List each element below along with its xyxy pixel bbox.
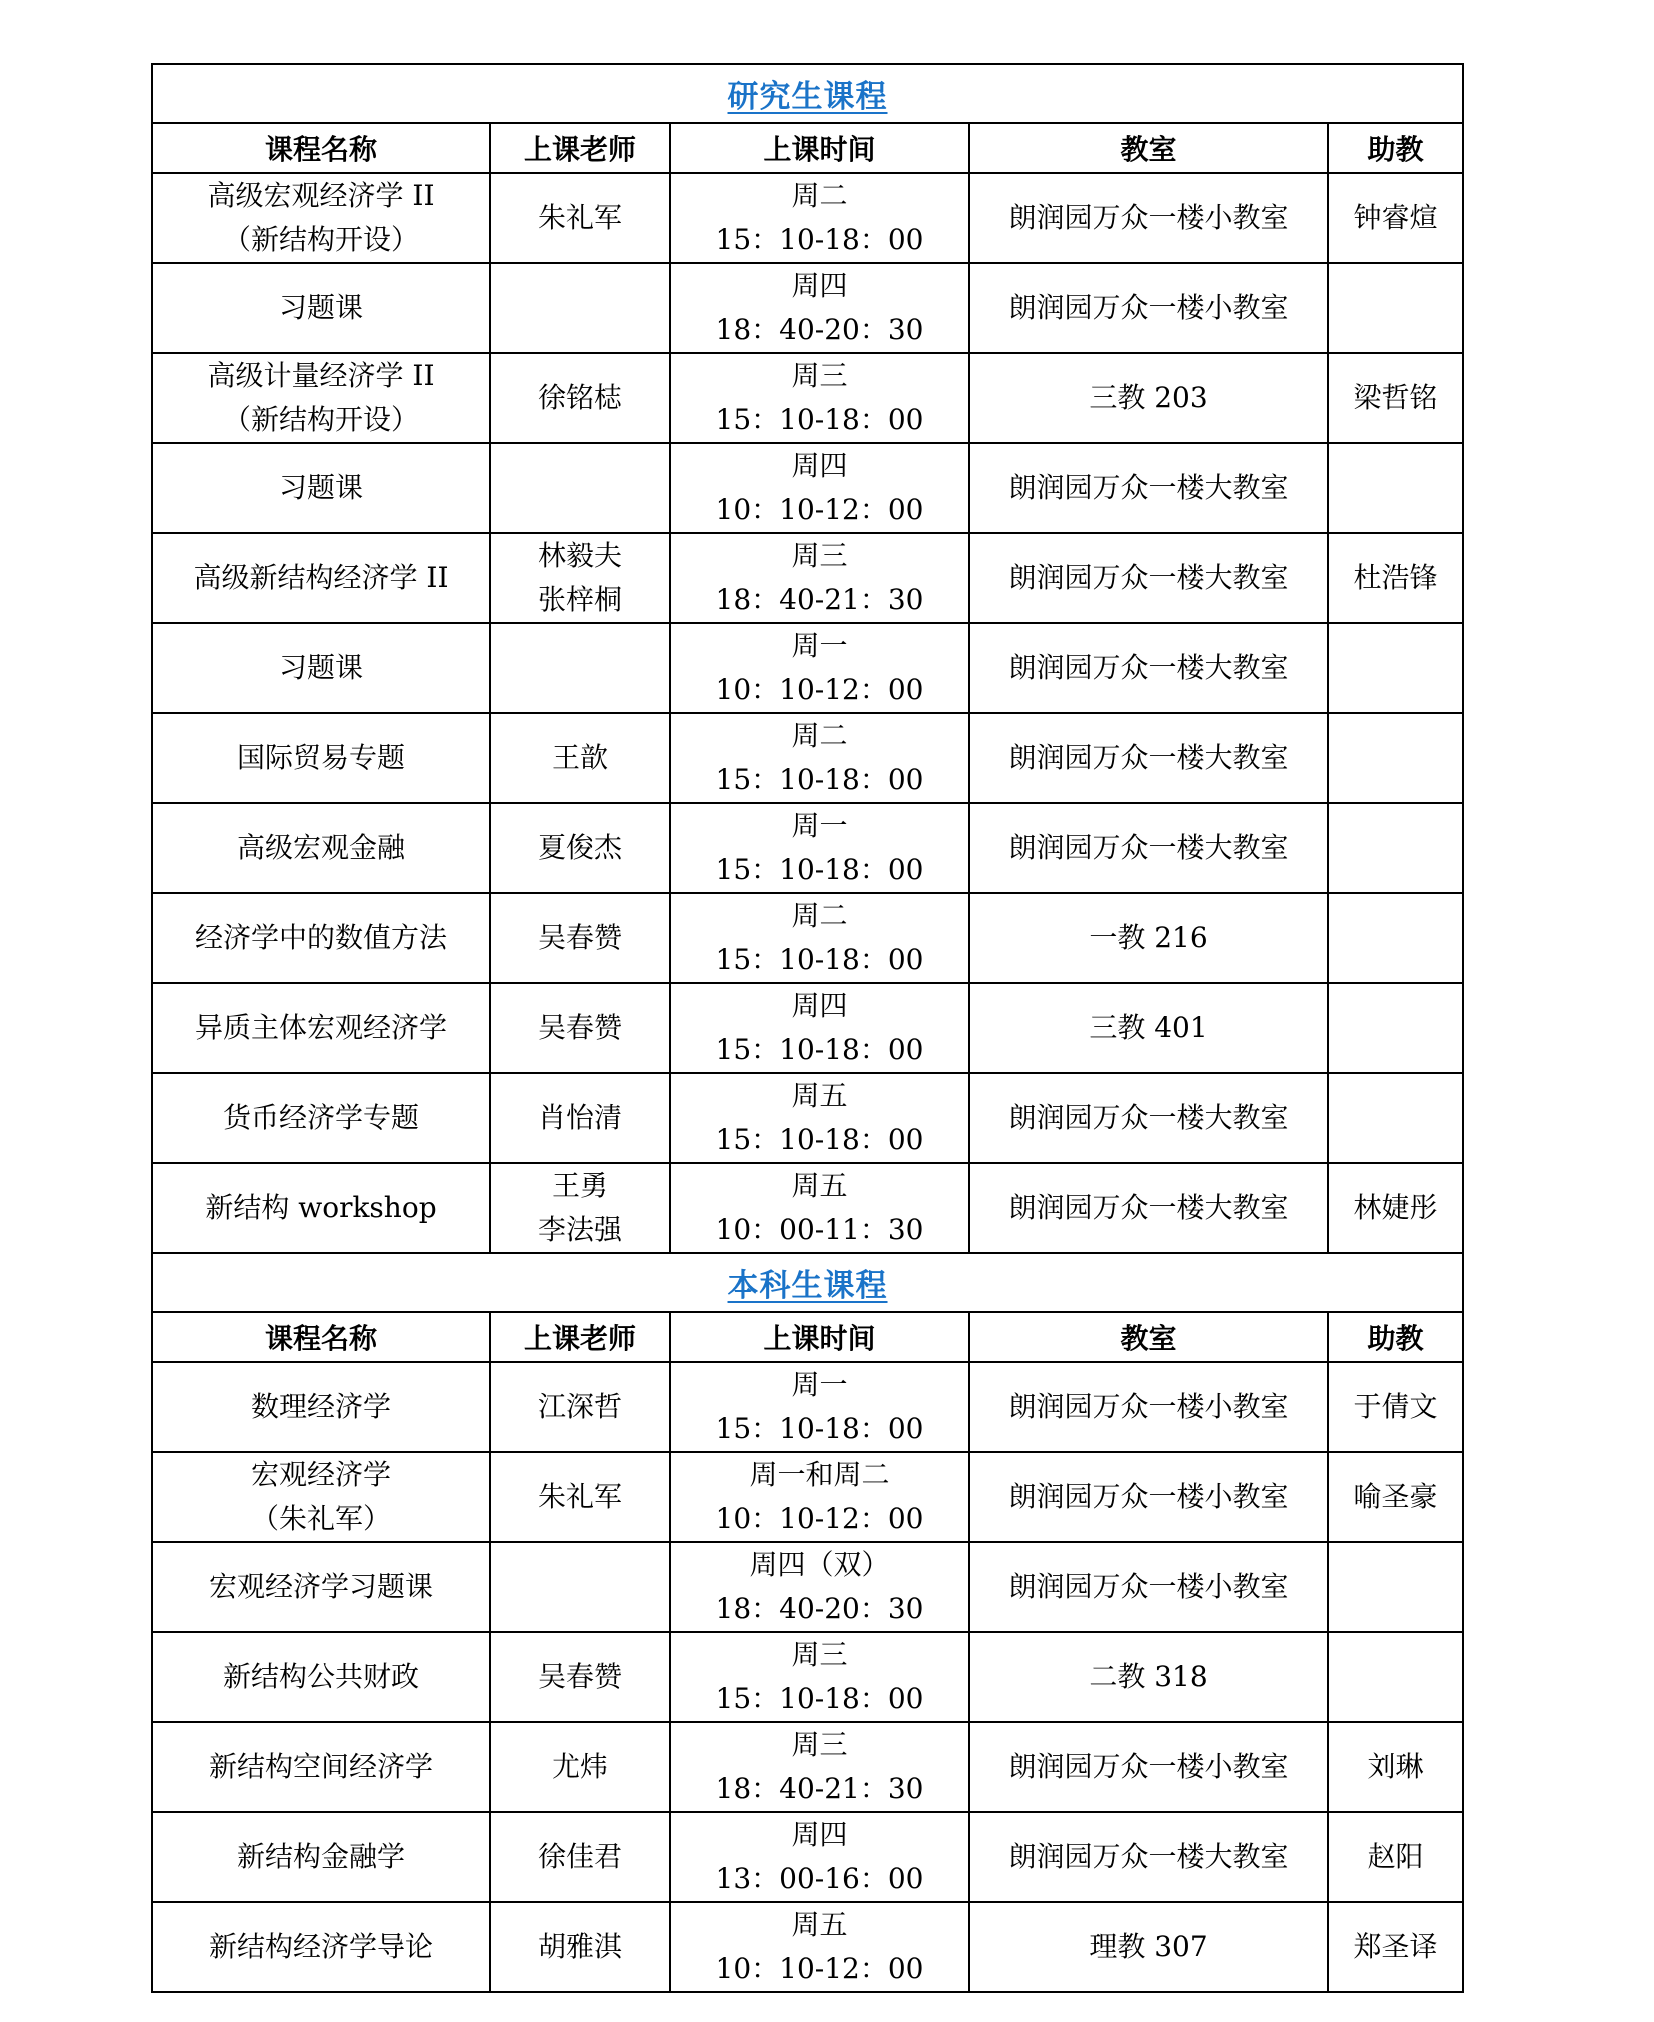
class-time-cell — [670, 1542, 969, 1632]
cell-text: 周三 — [791, 359, 848, 392]
section-title: 本科生课程 — [727, 1268, 888, 1304]
header-class-time: 上课时间 — [670, 123, 969, 173]
section-title-row — [152, 64, 1463, 123]
cell-text: 三教 401 — [1089, 1011, 1208, 1044]
course-name-cell — [152, 1163, 490, 1253]
cell-text: 经济学中的数值方法 — [194, 921, 447, 954]
cell-text: 10：10-12：00 — [715, 1502, 924, 1535]
class-time-cell — [670, 803, 969, 893]
ta-cell — [1328, 173, 1463, 263]
cell-text: 朗润园万众一楼大教室 — [1008, 561, 1289, 594]
cell-text: 15：10-18：00 — [715, 1682, 924, 1715]
cell-text: 林婕彤 — [1353, 1191, 1438, 1224]
cell-text: 朗润园万众一楼大教室 — [1008, 471, 1289, 504]
cell-text: 朗润园万众一楼大教室 — [1008, 1191, 1289, 1224]
teacher-cell — [490, 983, 670, 1073]
table-row — [152, 1632, 1463, 1722]
teacher-cell — [490, 1362, 670, 1452]
cell-text: 高级宏观金融 — [236, 831, 405, 864]
cell-text: 15：10-18：00 — [715, 853, 924, 886]
cell-text: 江深哲 — [537, 1390, 622, 1423]
cell-text: 周四 — [791, 989, 848, 1022]
table-row — [152, 1902, 1463, 1992]
header-course-name: 课程名称 — [152, 123, 490, 173]
ta-cell — [1328, 533, 1463, 623]
table-row — [152, 1542, 1463, 1632]
cell-text: （新结构开设） — [222, 403, 419, 436]
cell-text: （新结构开设） — [222, 223, 419, 256]
ta-cell — [1328, 1452, 1463, 1542]
table-row — [152, 1362, 1463, 1452]
teacher-cell — [490, 803, 670, 893]
course-name-cell — [152, 533, 490, 623]
ta-cell — [1328, 1722, 1463, 1812]
table-row — [152, 533, 1463, 623]
ta-cell — [1328, 713, 1463, 803]
teacher-cell — [490, 173, 670, 263]
cell-text: 夏俊杰 — [537, 831, 622, 864]
ta-cell — [1328, 1073, 1463, 1163]
cell-text: 异质主体宏观经济学 — [194, 1011, 447, 1044]
classroom-cell — [969, 1632, 1328, 1722]
cell-text: 15：10-18：00 — [715, 403, 924, 436]
class-time-cell — [670, 893, 969, 983]
cell-text: 朱礼军 — [537, 201, 622, 234]
cell-text: 周四 — [791, 449, 848, 482]
teacher-cell — [490, 1812, 670, 1902]
cell-text: 18：40-20：30 — [715, 1592, 924, 1625]
cell-text: 新结构 workshop — [205, 1191, 437, 1224]
classroom-cell — [969, 1452, 1328, 1542]
cell-text: 杜浩锋 — [1353, 561, 1438, 594]
cell-text: 周一 — [791, 1368, 848, 1401]
ta-cell — [1328, 893, 1463, 983]
table-row — [152, 1163, 1463, 1253]
cell-text: 国际贸易专题 — [236, 741, 405, 774]
schedule-body — [152, 64, 1463, 1992]
cell-text: 于倩文 — [1353, 1390, 1438, 1423]
class-time-cell — [670, 173, 969, 263]
cell-text: 王勇 — [551, 1169, 608, 1202]
cell-text: 15：10-18：00 — [715, 1033, 924, 1066]
cell-text: 朗润园万众一楼小教室 — [1008, 1570, 1289, 1603]
class-time-cell — [670, 533, 969, 623]
class-time-cell — [670, 1722, 969, 1812]
cell-text: 宏观经济学习题课 — [208, 1570, 433, 1603]
ta-cell — [1328, 353, 1463, 443]
cell-text: 朗润园万众一楼小教室 — [1008, 1750, 1289, 1783]
table-row — [152, 1812, 1463, 1902]
cell-text: 宏观经济学 — [250, 1458, 391, 1491]
classroom-cell — [969, 263, 1328, 353]
teacher-cell — [490, 623, 670, 713]
cell-text: 三教 203 — [1089, 381, 1208, 414]
teacher-cell — [490, 1452, 670, 1542]
cell-text: 周一 — [791, 809, 848, 842]
class-time-cell — [670, 353, 969, 443]
cell-text: 货币经济学专题 — [222, 1101, 419, 1134]
course-name-cell — [152, 173, 490, 263]
cell-text: 周二 — [791, 719, 848, 752]
cell-text: （朱礼军） — [250, 1502, 391, 1535]
classroom-cell — [969, 533, 1328, 623]
column-header-row — [152, 1312, 1463, 1362]
cell-text: 周二 — [791, 899, 848, 932]
teacher-cell — [490, 1163, 670, 1253]
ta-cell — [1328, 1812, 1463, 1902]
course-name-cell — [152, 353, 490, 443]
cell-text: 15：10-18：00 — [715, 1412, 924, 1445]
cell-text: 朗润园万众一楼大教室 — [1008, 741, 1289, 774]
header-teacher: 上课老师 — [490, 123, 670, 173]
header-course-name: 课程名称 — [152, 1312, 490, 1362]
cell-text: 10：10-12：00 — [715, 493, 924, 526]
cell-text: 吴春赞 — [537, 1660, 622, 1693]
cell-text: 新结构经济学导论 — [208, 1930, 433, 1963]
classroom-cell — [969, 803, 1328, 893]
cell-text: 朗润园万众一楼大教室 — [1008, 651, 1289, 684]
teacher-cell — [490, 263, 670, 353]
cell-text: 梁哲铭 — [1353, 381, 1438, 414]
cell-text: 高级宏观经济学 II — [207, 179, 435, 212]
cell-text: 徐铭梽 — [537, 381, 622, 414]
classroom-cell — [969, 893, 1328, 983]
cell-text: 15：10-18：00 — [715, 943, 924, 976]
class-time-cell — [670, 1073, 969, 1163]
cell-text: 习题课 — [278, 651, 363, 684]
ta-cell — [1328, 1163, 1463, 1253]
cell-text: 朱礼军 — [537, 1480, 622, 1513]
classroom-cell — [969, 1073, 1328, 1163]
table-row — [152, 983, 1463, 1073]
classroom-cell — [969, 1722, 1328, 1812]
cell-text: 18：40-21：30 — [715, 1772, 924, 1805]
course-name-cell — [152, 1073, 490, 1163]
header-classroom: 教室 — [969, 1312, 1328, 1362]
course-name-cell — [152, 713, 490, 803]
column-header-row — [152, 123, 1463, 173]
cell-text: 吴春赞 — [537, 921, 622, 954]
cell-text: 周四（双） — [749, 1548, 890, 1581]
ta-cell — [1328, 1632, 1463, 1722]
section-title: 研究生课程 — [727, 79, 888, 115]
classroom-cell — [969, 1163, 1328, 1253]
teacher-cell — [490, 1073, 670, 1163]
section-title-cell — [152, 1253, 1463, 1312]
classroom-cell — [969, 623, 1328, 713]
cell-text: 周三 — [791, 1728, 848, 1761]
cell-text: 喻圣豪 — [1353, 1480, 1438, 1513]
ta-cell — [1328, 1362, 1463, 1452]
teacher-cell — [490, 893, 670, 983]
table-row — [152, 1073, 1463, 1163]
cell-text: 尤炜 — [551, 1750, 608, 1783]
course-name-cell — [152, 263, 490, 353]
course-name-cell — [152, 1902, 490, 1992]
cell-text: 习题课 — [278, 471, 363, 504]
course-name-cell — [152, 803, 490, 893]
classroom-cell — [969, 713, 1328, 803]
ta-cell — [1328, 1902, 1463, 1992]
header-classroom: 教室 — [969, 123, 1328, 173]
ta-cell — [1328, 1542, 1463, 1632]
table-row — [152, 443, 1463, 533]
cell-text: 张梓桐 — [537, 583, 622, 616]
cell-text: 周四 — [791, 269, 848, 302]
class-time-cell — [670, 1452, 969, 1542]
class-time-cell — [670, 983, 969, 1073]
cell-text: 周四 — [791, 1818, 848, 1851]
ta-cell — [1328, 623, 1463, 713]
course-name-cell — [152, 443, 490, 533]
class-time-cell — [670, 1632, 969, 1722]
table-row — [152, 623, 1463, 713]
header-teacher: 上课老师 — [490, 1312, 670, 1362]
classroom-cell — [969, 1362, 1328, 1452]
cell-text: 高级新结构经济学 II — [193, 561, 449, 594]
class-time-cell — [670, 1362, 969, 1452]
course-name-cell — [152, 1542, 490, 1632]
header-ta: 助教 — [1328, 1312, 1463, 1362]
ta-cell — [1328, 443, 1463, 533]
cell-text: 朗润园万众一楼小教室 — [1008, 201, 1289, 234]
teacher-cell — [490, 1542, 670, 1632]
cell-text: 10：10-12：00 — [715, 1952, 924, 1985]
course-name-cell — [152, 1722, 490, 1812]
cell-text: 朗润园万众一楼小教室 — [1008, 291, 1289, 324]
class-time-cell — [670, 713, 969, 803]
cell-text: 朗润园万众一楼大教室 — [1008, 1101, 1289, 1134]
teacher-cell — [490, 1632, 670, 1722]
table-row — [152, 173, 1463, 263]
course-schedule-table — [151, 63, 1464, 1993]
cell-text: 二教 318 — [1089, 1660, 1208, 1693]
table-row — [152, 263, 1463, 353]
cell-text: 刘琳 — [1367, 1750, 1424, 1783]
teacher-cell — [490, 1902, 670, 1992]
class-time-cell — [670, 443, 969, 533]
cell-text: 肖怡清 — [537, 1101, 622, 1134]
course-name-cell — [152, 1632, 490, 1722]
header-class-time: 上课时间 — [670, 1312, 969, 1362]
classroom-cell — [969, 353, 1328, 443]
cell-text: 朗润园万众一楼大教室 — [1008, 1840, 1289, 1873]
section-title-cell — [152, 64, 1463, 123]
cell-text: 周三 — [791, 539, 848, 572]
cell-text: 高级计量经济学 II — [207, 359, 435, 392]
cell-text: 徐佳君 — [537, 1840, 622, 1873]
classroom-cell — [969, 443, 1328, 533]
ta-cell — [1328, 263, 1463, 353]
cell-text: 周三 — [791, 1638, 848, 1671]
table-row — [152, 803, 1463, 893]
cell-text: 10：00-11：30 — [715, 1213, 924, 1246]
cell-text: 15：10-18：00 — [715, 1123, 924, 1156]
cell-text: 一教 216 — [1089, 921, 1208, 954]
classroom-cell — [969, 983, 1328, 1073]
classroom-cell — [969, 173, 1328, 263]
cell-text: 13：00-16：00 — [715, 1862, 924, 1895]
classroom-cell — [969, 1542, 1328, 1632]
course-name-cell — [152, 1812, 490, 1902]
section-title-row — [152, 1253, 1463, 1312]
class-time-cell — [670, 263, 969, 353]
cell-text: 朗润园万众一楼大教室 — [1008, 831, 1289, 864]
table-row — [152, 1722, 1463, 1812]
course-name-cell — [152, 893, 490, 983]
cell-text: 周一 — [791, 629, 848, 662]
teacher-cell — [490, 533, 670, 623]
classroom-cell — [969, 1812, 1328, 1902]
class-time-cell — [670, 623, 969, 713]
cell-text: 朗润园万众一楼小教室 — [1008, 1390, 1289, 1423]
cell-text: 新结构金融学 — [236, 1840, 405, 1873]
cell-text: 朗润园万众一楼小教室 — [1008, 1480, 1289, 1513]
cell-text: 18：40-21：30 — [715, 583, 924, 616]
cell-text: 18：40-20：30 — [715, 313, 924, 346]
cell-text: 数理经济学 — [250, 1390, 391, 1423]
header-ta: 助教 — [1328, 123, 1463, 173]
ta-cell — [1328, 983, 1463, 1073]
cell-text: 吴春赞 — [537, 1011, 622, 1044]
course-name-cell — [152, 623, 490, 713]
cell-text: 王歆 — [551, 741, 608, 774]
table-row — [152, 353, 1463, 443]
cell-text: 理教 307 — [1089, 1930, 1208, 1963]
cell-text: 李法强 — [537, 1213, 622, 1246]
class-time-cell — [670, 1812, 969, 1902]
cell-text: 林毅夫 — [537, 539, 622, 572]
teacher-cell — [490, 1722, 670, 1812]
cell-text: 习题课 — [278, 291, 363, 324]
table-row — [152, 1452, 1463, 1542]
cell-text: 新结构空间经济学 — [208, 1750, 433, 1783]
cell-text: 周一和周二 — [749, 1458, 890, 1491]
cell-text: 新结构公共财政 — [222, 1660, 419, 1693]
cell-text: 周五 — [791, 1079, 848, 1112]
table-row — [152, 713, 1463, 803]
teacher-cell — [490, 443, 670, 533]
course-name-cell — [152, 983, 490, 1073]
cell-text: 周五 — [791, 1169, 848, 1202]
class-time-cell — [670, 1163, 969, 1253]
cell-text: 15：10-18：00 — [715, 223, 924, 256]
classroom-cell — [969, 1902, 1328, 1992]
cell-text: 郑圣译 — [1353, 1930, 1438, 1963]
course-name-cell — [152, 1362, 490, 1452]
cell-text: 赵阳 — [1367, 1840, 1424, 1873]
table-row — [152, 893, 1463, 983]
cell-text: 10：10-12：00 — [715, 673, 924, 706]
ta-cell — [1328, 803, 1463, 893]
cell-text: 钟睿煊 — [1353, 201, 1438, 234]
cell-text: 周二 — [791, 179, 848, 212]
course-name-cell — [152, 1452, 490, 1542]
teacher-cell — [490, 713, 670, 803]
cell-text: 胡雅淇 — [537, 1930, 622, 1963]
cell-text: 15：10-18：00 — [715, 763, 924, 796]
teacher-cell — [490, 353, 670, 443]
class-time-cell — [670, 1902, 969, 1992]
cell-text: 周五 — [791, 1908, 848, 1941]
